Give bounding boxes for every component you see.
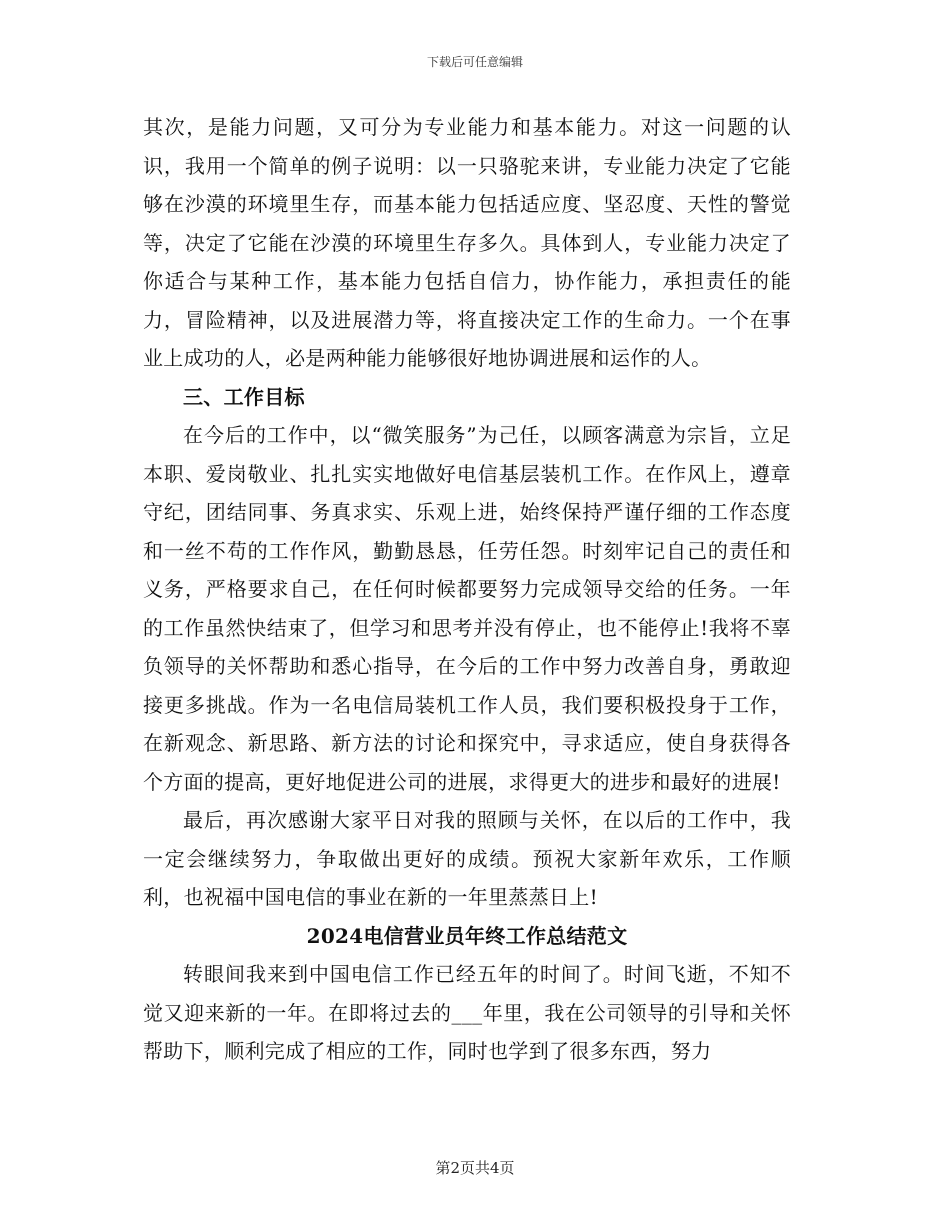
paragraph-closing: 最后，再次感谢大家平日对我的照顾与关怀，在以后的工作中，我一定会继续努力，争取做出更好的成绩。预祝大家新年欢乐，工作顺利，也祝福中国电信的事业在新的一年里蒸蒸日上!: [143, 808, 791, 909]
page-number: 第2页共4页: [435, 1159, 515, 1177]
paragraph-ability: 其次，是能力问题，又可分为专业能力和基本能力。对这一问题的认识，我用一个简单的例子说明：以一只骆驼来讲，专业能力决定了它能够在沙漠的环境里生存，而基本能力包括适应度、坚忍度、天性的警觉等，决定了它能在沙漠的环境里生存多久。具体到人，专业能力决定了你适合与某种工作，基本能力包括自信力，协作能力，承担责任的能力，冒险精神，以及进展潜力等，将直接决定工作的生命力。一个在事业上成功的人，必是两种能力能够很好地协调进展和运作的人。: [143, 115, 791, 370]
paragraph-intro: 转眼间我来到中国电信工作已经五年的时间了。时间飞逝，不知不觉又迎来新的一年。在即将过去的___年里，我在公司领导的引导和关怀帮助下，顺利完成了相应的工作，同时也学到了很多东西，努力: [143, 962, 791, 1063]
document-title: 2024电信营业员年终工作总结范文: [306, 923, 628, 948]
page-header: 下载后可任意编辑: [426, 55, 523, 69]
document-body: [143, 108, 791, 1071]
section-heading-goals: 三、工作目标: [183, 384, 305, 409]
paragraph-goals: 在今后的工作中，以“微笑服务”为己任，以顾客满意为宗旨，立足本职、爱岗敬业、扎扎实实地做好电信基层装机工作。在作风上，遵章守纪，团结同事、务真求实、乐观上进，始终保持严谨仔细的工作态度和一丝不苟的工作作风，勤勤恳恳，任劳任怨。时刻牢记自己的责任和义务，严格要求自己，在任何时候都要努力完成领导交给的任务。一年的工作虽然快结束了，但学习和思考并没有停止，也不能停止!我将不辜负领导的关怀帮助和悉心指导，在今后的工作中努力改善自身，勇敢迎接更多挑战。作为一名电信局装机工作人员，我们要积极投身于工作，在新观念、新思路、新方法的讨论和探究中，寻求适应，使自身获得各个方面的提高，更好地促进公司的进展，求得更大的进步和最好的进展!: [143, 423, 791, 794]
